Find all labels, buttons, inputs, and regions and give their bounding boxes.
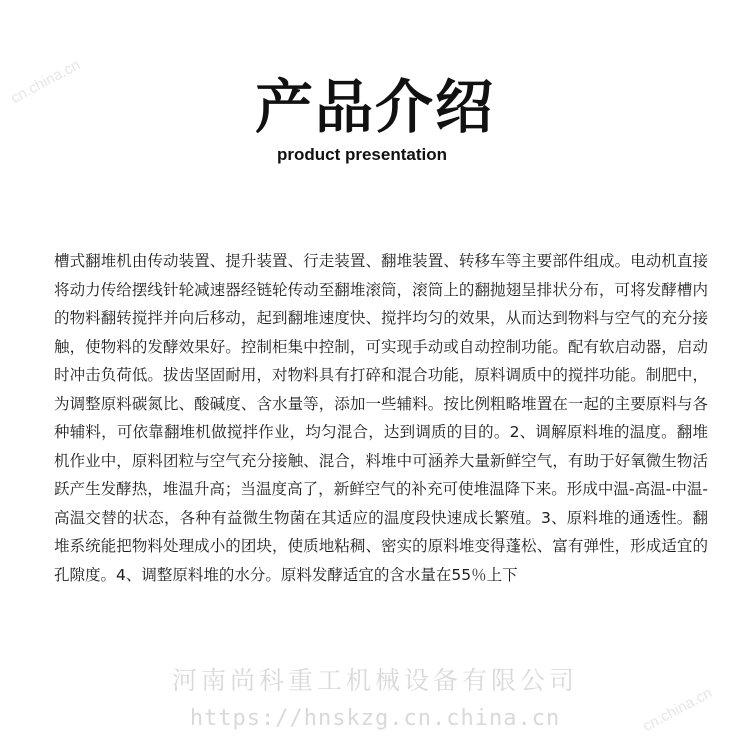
watermark-stamp-top: cn.china.cn — [8, 56, 83, 108]
product-description: 槽式翻堆机由传动装置、提升装置、行走装置、翻堆装置、转移车等主要部件组成。电动机直接将动力传给摆线针轮减速器经链轮传动至翻堆滚筒，滚筒上的翻抛翅呈排状分布，可将发酵槽内的物料翻转搅拌并向后移动，起到翻堆速度快、搅拌均匀的效果，从而达到物料与空气的充分接触，使物料的发酵效果好。控制柜集中控制，可实现手动或自动控制功能。配有软启动器，启动时冲击负荷低。拔齿坚固耐用，对物料具有打碎和混合功能，原料调质中的搅拌功能。制肥中，为调整原料碳氮比、酸碱度、含水量等，添加一些辅料。按比例粗略堆置在一起的主要原料与各种辅料，可依靠翻堆机做搅拌作业，均匀混合，达到调质的目的。2、调解原料堆的温度。翻堆机作业中，原料团粒与空气充分接触、混合，料堆中可涵养大量新鲜空气，有助于好氧微生物活跃产生发酵热，堆温升高；当温度高了，新鲜空气的补充可使堆温降下来。形成中温-高温-中温-高温交替的状态，各种有益微生物菌在其适应的温度段快速成长繁殖。3、原料堆的通透性。翻堆系统能把物料处理成小的团块，使质地粘稠、密实的原料堆变得蓬松、富有弹性，形成适宜的孔隙度。4、调整原料堆的水分。原料发酵适宜的含水量在55％上下 — [54, 252, 708, 584]
watermark-company-name: 河南尚科重工机械设备有限公司 — [171, 666, 578, 695]
watermark-url: https://hnskzg.cn.china.cn — [189, 706, 561, 731]
page-subtitle: product presentation — [276, 145, 447, 164]
watermark-stamp-bottom: cn.china.cn — [640, 684, 715, 736]
page-title: 产品介绍 — [254, 73, 495, 141]
